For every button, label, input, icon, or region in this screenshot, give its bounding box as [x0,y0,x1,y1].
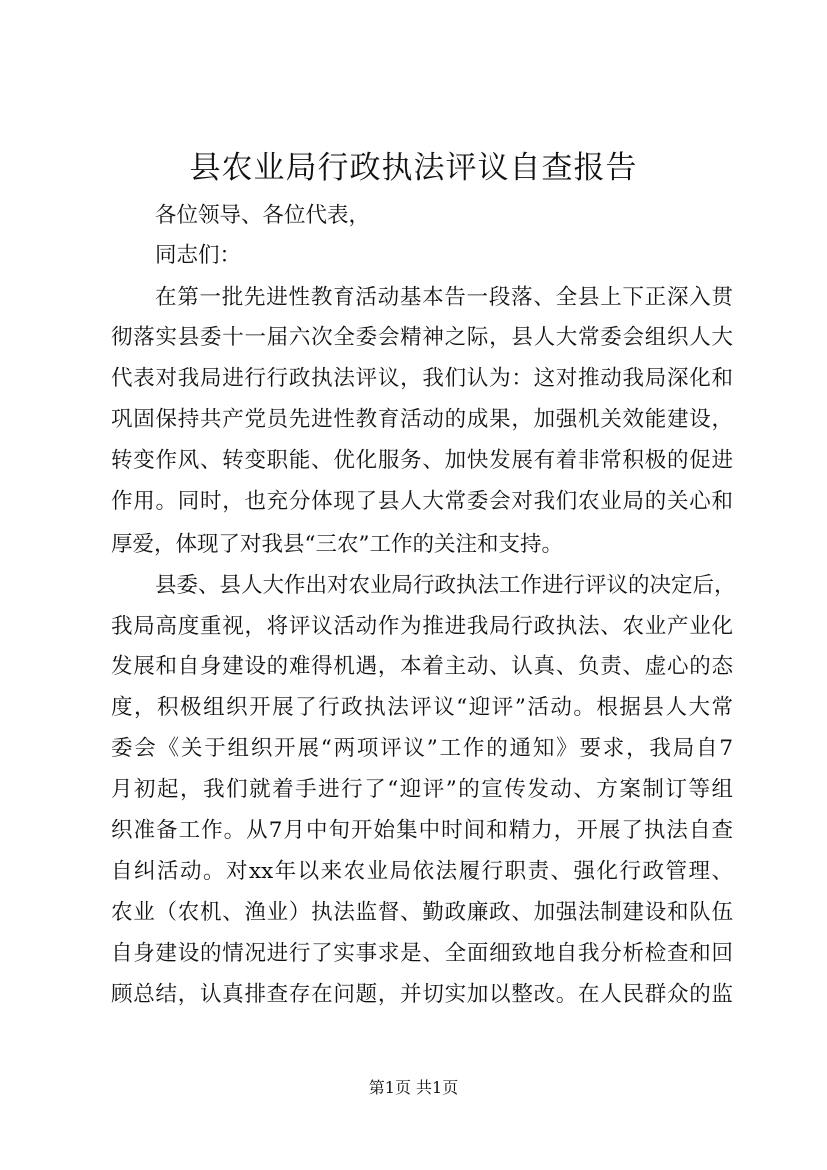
paragraph-2-line: 我局高度重视，将评议活动作为推进我局行政执法、农业产业化 [111,614,733,639]
paragraph-2-line: 自身建设的情况进行了实事求是、全面细致地自我分析检查和回 [111,941,733,966]
paragraph-2-line: 县委、县人大作出对农业局行政执法工作进行评议的决定后， [155,573,736,598]
paragraph-1-line: 彻落实县委十一届六次全委会精神之际，县人大常委会组织人大 [111,325,733,350]
paragraph-1-line: 作用。同时，也充分体现了县人大常委会对我们农业局的关心和 [111,489,733,514]
paragraph-1-line: 在第一批先进性教育活动基本告一段落、全县上下正深入贯 [155,285,733,310]
salutation-line: 各位领导、各位代表， [155,203,371,228]
paragraph-2-line: 度，积极组织开展了行政执法评议“迎评”活动。根据县人大常 [111,695,733,720]
paragraph-2-line: 农业（农机、渔业）执法监督、勤政廉政、加强法制建设和队伍 [111,900,733,925]
paragraph-1-line: 巩固保持共产党员先进性教育活动的成果，加强机关效能建设， [111,407,733,432]
paragraph-2-line: 委会《关于组织开展“两项评议”工作的通知》要求，我局自7 [111,736,733,761]
page-number-footer: 第1页 共1页 [368,1078,459,1097]
salutation-line: 同志们： [155,243,242,268]
paragraph-1-line: 代表对我局进行行政执法评议，我们认为：这对推动我局深化和 [111,366,733,391]
paragraph-2-line: 月初起，我们就着手进行了“迎评”的宣传发动、方案制订等组 [111,777,733,802]
paragraph-2-line: 织准备工作。从7月中旬开始集中时间和精力，开展了执法自查 [111,818,733,843]
paragraph-1-line: 厚爱，体现了对我县“三农”工作的关注和支持。 [111,532,563,557]
paragraph-2-line: 自纠活动。对xx年以来农业局依法履行职责、强化行政管理、 [111,859,733,884]
document-title: 县农业局行政执法评议自查报告 [189,150,638,186]
paragraph-2-line: 发展和自身建设的难得机遇，本着主动、认真、负责、虚心的态 [111,654,733,679]
paragraph-1-line: 转变作风、转变职能、优化服务、加快发展有着非常积极的促进 [111,448,733,473]
paragraph-2-line: 顾总结，认真排查存在问题，并切实加以整改。在人民群众的监 [111,982,733,1007]
